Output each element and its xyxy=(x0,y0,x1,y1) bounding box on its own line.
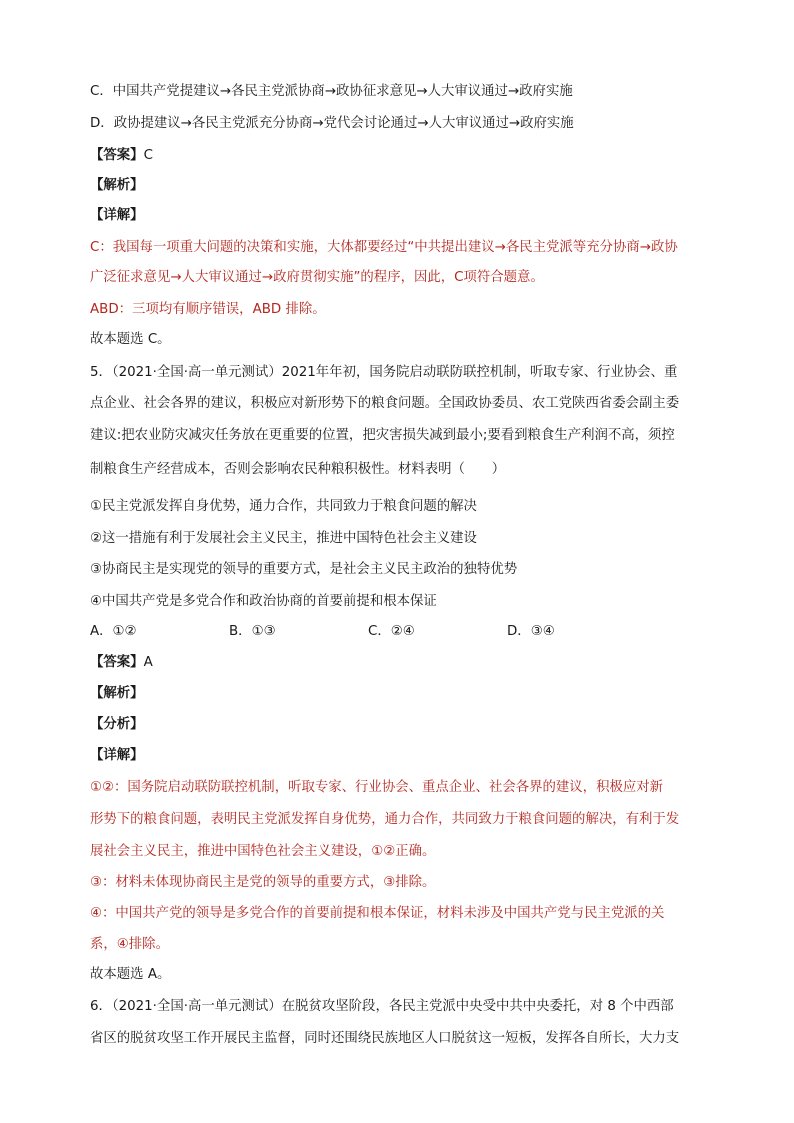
answer-value: A xyxy=(143,655,153,670)
answer-label: 【答案】 xyxy=(90,655,144,670)
q5-stem-line: 点企业、社会各界的建议，积极应对新形势下的粮食问题。全国政协委员、农工党陕西省委会副主委 xyxy=(90,396,680,411)
q4-option-c: C．中国共产党提建议→各民主党派协商→政协征求意见→人大审议通过→政府实施 xyxy=(90,84,573,99)
q5-analysis-label: 【解析】 xyxy=(90,686,144,701)
q4-detail-line: C：我国每一项重大问题的决策和实施，大体都要经过“中共提出建议→各民主党派等充分协商→政协 xyxy=(90,240,678,255)
q5-option-d: D．③④ xyxy=(507,624,555,639)
q5-conclusion: 故本题选 A。 xyxy=(90,967,171,982)
answer-label: 【答案】 xyxy=(90,148,144,163)
q5-stem-line: 5．（2021·全国·高一单元测试）2021年年初，国务院启动联防联控机制，听取专家、行业协会、重 xyxy=(90,365,678,380)
q5-stem-line: 建议:把农业防灾减灾任务放在更重要的位置，把灾害损失减到最小;要看到粮食生产利润不高，须控 xyxy=(90,428,675,443)
q5-options xyxy=(90,622,710,642)
q5-stem-line: 制粮食生产经营成本，否则会影响农民种粮积极性。材料表明（ ） xyxy=(90,462,506,477)
q6-stem-line: 省区的脱贫攻坚工作开展民主监督，同时还围绕民族地区人口脱贫这一短板，发挥各自所长，大力支 xyxy=(90,1031,680,1046)
q6-stem-line: 6．（2021·全国·高一单元测试）在脱贫攻坚阶段，各民主党派中央受中共中央委托，对 8 个中西部 xyxy=(90,999,674,1014)
q5-detail-line: 形势下的粮食问题，表明民主党派发挥自身优势，通力合作，共同致力于粮食问题的解决，有利于发 xyxy=(90,812,680,827)
q5-statement: ②这一措施有利于发展社会主义民主，推进中国特色社会主义建设 xyxy=(90,531,477,546)
q5-option-c: C．②④ xyxy=(368,624,415,639)
q4-detail-line: 广泛征求意见→人大审议通过→政府贯彻实施”的程序，因此，C项符合题意。 xyxy=(90,270,544,285)
q5-detail-line: 系，④排除。 xyxy=(90,937,169,952)
q5-detail-label: 【详解】 xyxy=(90,748,144,763)
q5-answer xyxy=(90,653,710,673)
q5-detail-line: ④：中国共产党的领导是多党合作的首要前提和根本保证，材料未涉及中国共产党与民主党派的关 xyxy=(90,906,665,921)
q4-option-d: D．政协提建议→各民主党派充分协商→党代会讨论通过→人大审议通过→政府实施 xyxy=(90,116,574,131)
q5-option-b: B．①③ xyxy=(229,624,276,639)
q4-detail-line: ABD：三项均有顺序错误，ABD 排除。 xyxy=(90,302,326,317)
q4-answer xyxy=(90,146,710,166)
q5-statement: ③协商民主是实现党的领导的重要方式，是社会主义民主政治的独特优势 xyxy=(90,562,518,577)
q5-statement: ④中国共产党是多党合作和政治协商的首要前提和根本保证 xyxy=(90,594,437,609)
answer-value: C xyxy=(143,148,153,163)
q5-detail-line: 展社会主义民主，推进中国特色社会主义建设，①②正确。 xyxy=(90,844,436,859)
q5-detail-line: ①②：国务院启动联防联控机制，听取专家、行业协会、重点企业、社会各界的建议，积极应对新 xyxy=(90,780,664,795)
q5-analyze-label: 【分析】 xyxy=(90,717,144,732)
q5-detail-line: ③：材料未体现协商民主是党的领导的重要方式，③排除。 xyxy=(90,875,436,890)
q4-analysis-label: 【解析】 xyxy=(90,178,144,193)
q4-conclusion: 故本题选 C。 xyxy=(90,332,171,347)
q5-option-a: A．①② xyxy=(90,624,137,639)
q5-statement: ①民主党派发挥自身优势，通力合作，共同致力于粮食问题的解决 xyxy=(90,499,477,514)
q4-detail-label: 【详解】 xyxy=(90,208,144,223)
